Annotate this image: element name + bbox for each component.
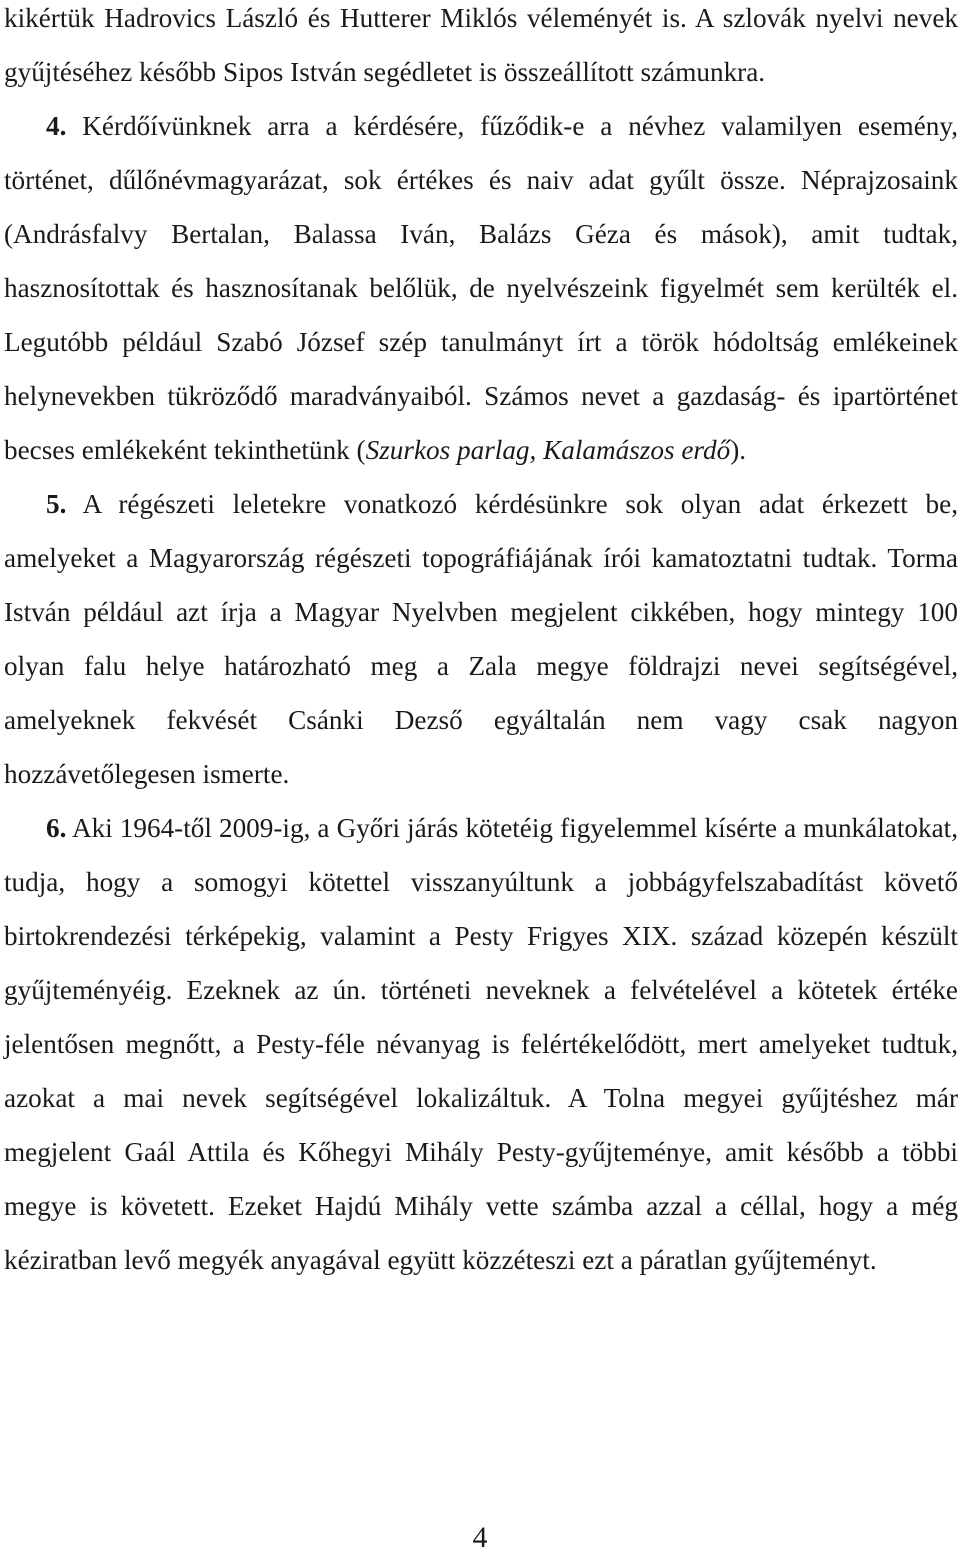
paragraph-text-end: ). [730, 435, 747, 465]
paragraph-5 [4, 477, 958, 801]
document-page [4, 0, 958, 1287]
page-number: 4 [472, 1521, 488, 1554]
paragraph-text: kikértük Hadrovics László és Hutterer Miklós véleményét is. A szlovák nyelvi nevek gyűjtéséhez később Sipos István segédletet is összeállított számunkra. [4, 3, 958, 87]
paragraph-number: 6. [46, 813, 67, 843]
paragraph-4 [4, 99, 958, 477]
paragraph-number: 5. [46, 489, 67, 519]
paragraph-number: 4. [46, 111, 67, 141]
paragraph-continuation [4, 0, 958, 99]
paragraph-text: Aki 1964-től 2009-ig, a Győri járás kötetéig figyelemmel kísérte a munkálatokat, tudja, hogy a somogyi kötettel visszanyúltunk a jobbágyfelszabadítást követő birtokrendezési térképekig, valamint a Pesty Frigyes XIX. század közepén készült gyűjteményéig. Ezeknek az ún. történeti neveknek a felvételével a kötetek értéke jelentősen megnőtt, a Pesty-féle névanyag is felértékelődött, mert amelyeket tudtuk, azokat a mai nevek segítségével lokalizáltuk. A Tolna megyei gyűjtéshez már megjelent Gaál Attila és Kőhegyi Mihály Pesty-gyűjteménye, amit később a többi megye is követett. Ezeket Hajdú Mihály vette számba azzal a céllal, hogy a még kéziratban levő megyék anyagával együtt közzéteszi ezt a páratlan gyűjteményt. [4, 813, 958, 1275]
paragraph-6 [4, 801, 958, 1287]
paragraph-text: A régészeti leletekre vonatkozó kérdésünkre sok olyan adat érkezett be, amelyeket a Magyarország régészeti topográfiájának írói kamatoztatni tudtak. Torma István például azt írja a Magyar Nyelvben megjelent cikkében, hogy mintegy 100 olyan falu helye határozható meg a Zala megye földrajzi nevei segítségével, amelyeknek fekvését Csánki Dezső egyáltalán nem vagy csak nagyon hozzávetőlegesen ismerte. [4, 489, 958, 789]
paragraph-text: Kérdőívünknek arra a kérdésére, fűződik-e a névhez valamilyen esemény, történet, dűlőnévmagyarázat, sok értékes és naiv adat gyűlt össze. Néprajzosaink (Andrásfalvy Bertalan, Balassa Iván, Balázs Géza és mások), amit tudtak, hasznosítottak és hasznosítanak belőlük, de nyelvészeink figyelmét sem kerülték el. Legutóbb például Szabó József szép tanulmányt írt a török hódoltság emlékeinek helynevekben tükröződő maradványaiból. Számos nevet a gazdaság- és ipartörténet becses emlékeként tekinthetünk ( [4, 111, 958, 465]
italic-place-names: Szurkos parlag, Kalamászos erdő [365, 435, 731, 465]
